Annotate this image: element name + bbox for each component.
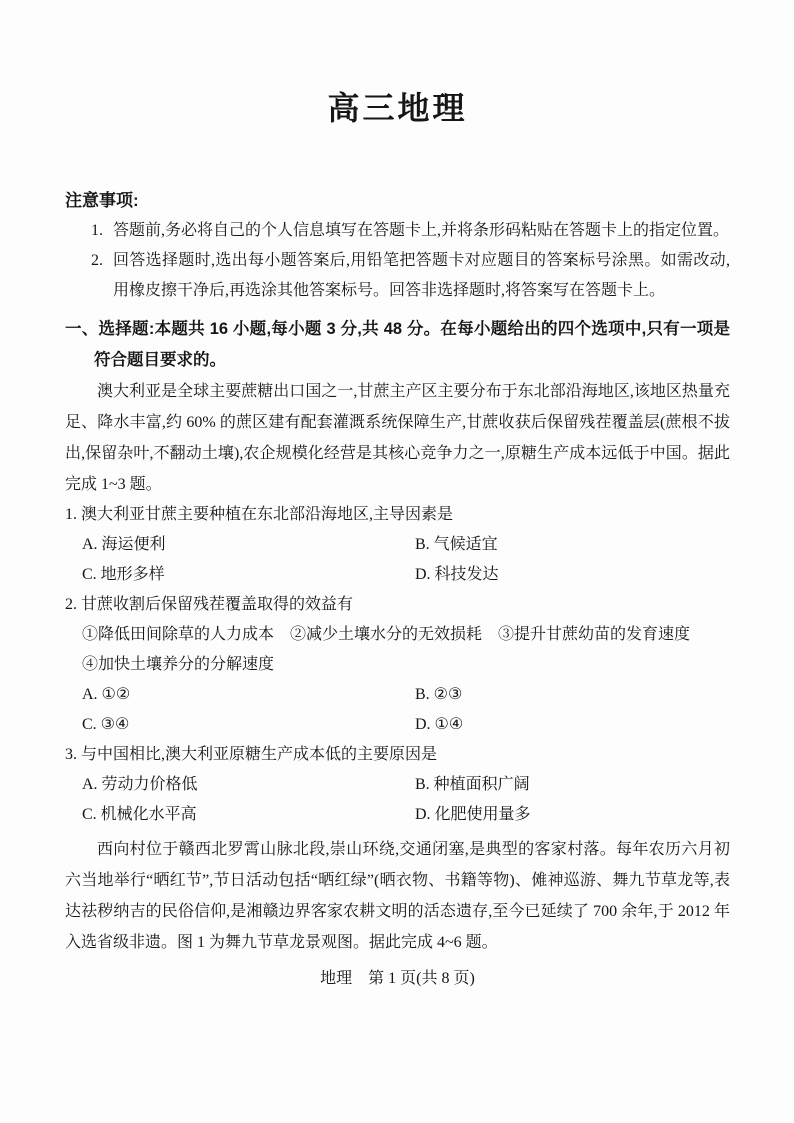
option-d: D. 科技发达 [415,566,499,583]
question-statements-line-2: ④加快土壤养分的分解速度 [82,656,275,673]
option-d: D. 化肥使用量多 [415,806,531,823]
notice-item-text: 回答选择题时,选出每小题答案后,用铅笔把答题卡对应题目的答案标号涂黑。如需改动,用橡皮擦干净后,再选涂其他答案标号。回答非选择题时,将答案写在答题卡上。 [113,252,730,299]
notice-item-number: 2. [91,252,103,269]
notice-item-text: 答题前,务必将自己的个人信息填写在答题卡上,并将条形码粘贴在答题卡上的指定位置。 [113,222,730,239]
section-heading: 一、选择题:本题共 16 小题,每小题 3 分,共 48 分。在每小题给出的四个选项中,只有一项是符合题目要求的。 [65,320,730,369]
option-c: C. 机械化水平高 [82,806,197,823]
page-content [65,0,730,994]
question-2 [65,590,730,740]
passage-questions-1-3: 澳大利亚是全球主要蔗糖出口国之一,甘蔗主产区主要分布于东北部沿海地区,该地区热量充足、降水丰富,约 60% 的蔗区建有配套灌溉系统保障生产,甘蔗收获后保留残茬覆盖层(蔗根不拔出,保留杂叶,不翻动土壤),农企规模化经营是其核心竞争力之一,原糖生产成本远低于中国。据此完成 1~3 题。 [65,383,730,493]
options-grid [82,770,730,830]
option-c: C. 地形多样 [82,566,165,583]
notice-item-2 [91,246,730,306]
notice-item-1 [91,216,730,246]
options-grid [82,530,730,590]
notice-heading: 注意事项: [65,191,139,210]
question-text: 3. 与中国相比,澳大利亚原糖生产成本低的主要原因是 [65,746,438,763]
option-b: B. 气候适宜 [415,536,498,553]
options-grid [82,680,730,740]
passage-questions-4-6: 西向村位于赣西北罗霄山脉北段,崇山环绕,交通闭塞,是典型的客家村落。每年农历六月初六当地举行“晒红节”,节日活动包括“晒红绿”(晒衣物、书籍等物)、傩神巡游、舞九节草龙等,表达祛秽纳吉的民俗信仰,是湘赣边界客家农耕文明的活态遗存,至今已延续了 700 余年,于 2012 年入选省级非遗。图 1 为舞九节草龙景观图。据此完成 4~6 题。 [65,841,730,951]
page-title: 高三地理 [327,90,468,126]
option-a: A. 劳动力价格低 [82,776,198,793]
option-c: C. ③④ [82,716,130,733]
option-d: D. ①④ [415,716,464,733]
option-b: B. 种植面积广阔 [415,776,530,793]
option-a: A. 海运便利 [82,536,166,553]
question-text: 2. 甘蔗收割后保留残茬覆盖取得的效益有 [65,596,354,613]
notice-item-number: 1. [91,222,103,239]
option-b: B. ②③ [415,686,463,703]
question-text: 1. 澳大利亚甘蔗主要种植在东北部沿海地区,主导因素是 [65,506,454,523]
question-3 [65,740,730,830]
question-1 [65,500,730,590]
option-a: A. ①② [82,686,131,703]
page-footer: 地理 第 1 页(共 8 页) [320,970,475,987]
question-statements-line-1: ①降低田间除草的人力成本 ②减少土壤水分的无效损耗 ③提升甘蔗幼苗的发育速度 [82,626,691,643]
